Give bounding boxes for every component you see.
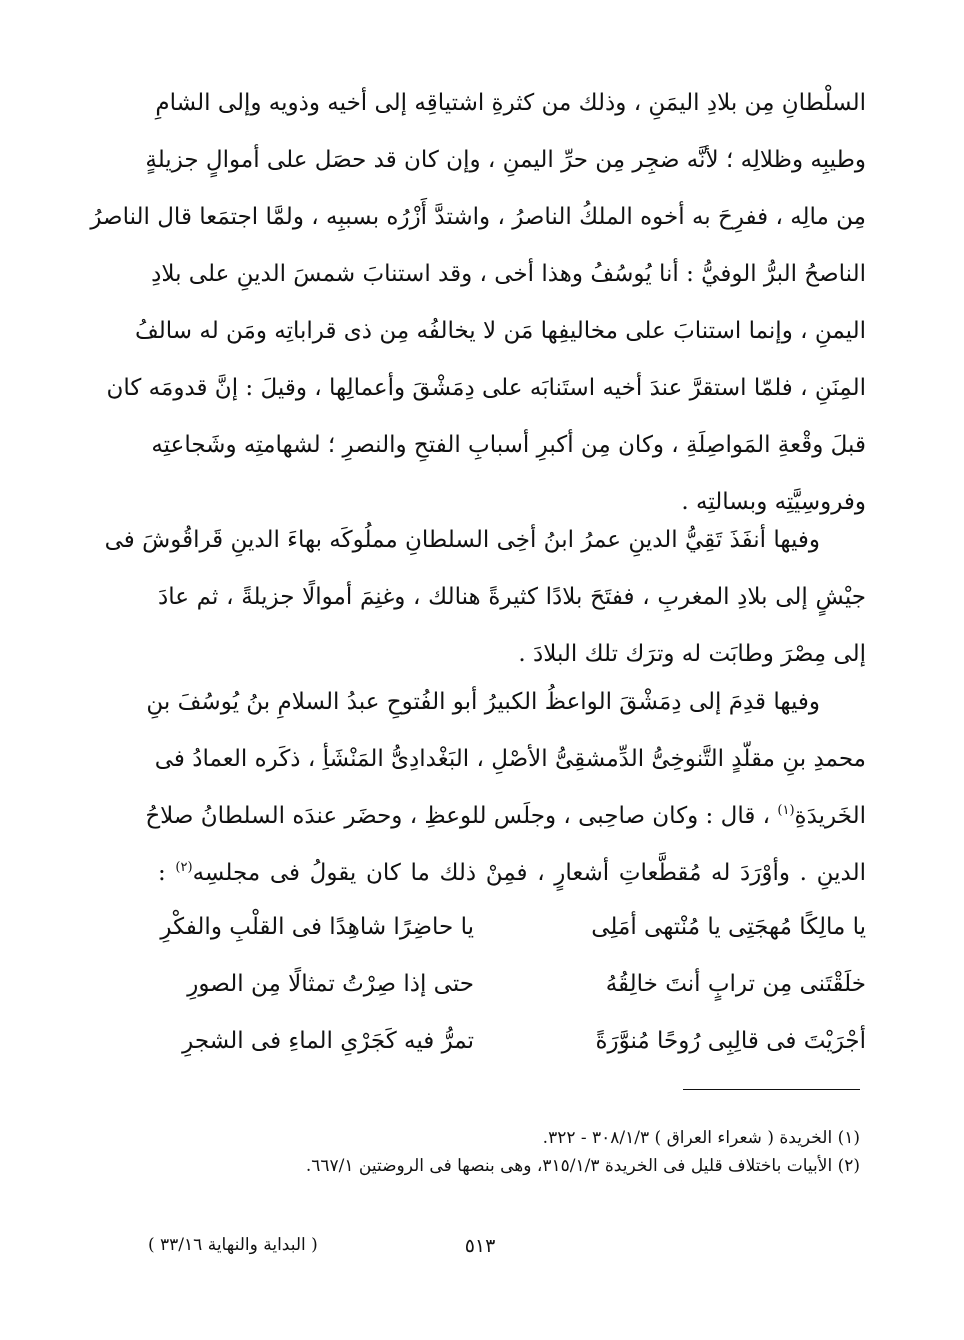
text-segment: ، قال : وكان صاحِبى ، وجلَس للوعظِ ، وحضَر عندَه السلطانُ صلاحُ [145,803,771,829]
text-line: محمدِ بنِ مقلّدٍ التَّنوخِىُّ الدِّمشقِىُّ الأصْلِ ، البَغْدادِىُّ المَنْشَأِ ، ذكَره العمادُ فى [154,746,866,772]
text-line: الناصحُ البرُّ الوفيُّ : أنا يُوسُفُ وهذا أخى ، وقد استنابَ شمسَ الدينِ على بلادِ [151,261,866,287]
text-line: جيْشٍ إلى بلادِ المغربِ ، ففتَحَ بلادًا كثيرةً هنالك ، وغنِمَ أموالًا جزيلةً ، ثم عادَ [158,584,866,610]
footnote-separator [683,1089,860,1090]
footnote: (١) الخريدة ( شعراء العراق ) ٣٠٨/١/٣ - ٣٢٢. [542,1128,860,1148]
verse-first-hemistich: يا مالِكًا مُهجَتِى يا مُنْتهى أمَلِى [591,914,866,940]
text-line: وفيها أنفَذَ تَقِيُّ الدينِ عمرُ ابنُ أخِى السلطانِ مملُوكَه بهاءَ الدينِ قَراقُوشَ فى [104,527,820,553]
footnote-ref-1: (١) [777,803,795,818]
verse-second-hemistich: تمرُّ فيه كَجَرْىِ الماءِ فى الشجرِ [182,1028,474,1054]
book-title-kharida: الخَريدَةِ [794,803,866,829]
verse-second-hemistich: حتى إذا صِرْتُ تمثالًا مِن الصورِ [187,971,474,997]
footnote-ref-2: (٢) [175,860,193,875]
verse-line [158,898,866,956]
footnote: (٢) الأبيات باختلاف قليل فى الخريدة ٣١٥/١/٣، وهى بنصها فى الروضتين ٦٦٧/١. [305,1156,860,1176]
text-line: السلْطانِ مِن بلادِ اليمَنِ ، وذلك من كثرةِ اشتياقِه إلى أخيه وذويه وإلى الشامِ [155,90,866,116]
verse-first-hemistich: خلَقْتَنى مِن ترابٍ أنتَ خالِقُهُ [605,971,866,997]
text-line: قبلَ وقْعةِ المَواصِلَةِ ، وكان مِن أكبرِ أسبابِ الفتحِ والنصرِ ؛ لشهامتِه وشَجاعتِه [151,432,866,458]
paragraph-3 [145,674,867,902]
main-text [90,75,866,531]
text-line: وطيبِه وظلالِه ؛ لأنَّه ضجِر مِن حرِّ اليمنِ ، وإن كان قد حصَل على أموالٍ جزيلةٍ [145,147,866,173]
verse-second-hemistich: يا حاضِرًا شاهِدًا فى القلْبِ والفكْرِ [160,914,474,940]
text-line: إلى مِصْرَ وطابَت له وترَك تلك البلادَ . [518,641,866,667]
verse-line [158,955,866,1013]
text-line: مِن مالِه ، ففرِحَ به أخوه الملكُ الناصرُ ، واشتدَّ أَزْرُه بسببِه ، ولمَّا اجتمَعا قال الناصرُ [90,204,866,230]
running-footer: ( البداية والنهاية ٣٣/١٦ ) [148,1235,318,1255]
colon: : [158,860,166,886]
text-line-with-note [158,845,866,902]
text-line: وفيها قدِمَ إلى دِمَشْقَ الواعظُ الكبيرُ أبو الفُتوحِ عبدُ السلامِ بنُ يُوسُفَ بنِ [146,689,820,715]
verse-first-hemistich: أجْرَيْتَ فى قالِبِى رُوحًا مُنوَّرَةً [595,1028,866,1054]
verse-line [158,1012,866,1070]
text-line: المِنَنِ ، فلمّا استقرَّ عندَ أخيه استَنابَه على دِمَشْقَ وأعمالِها ، وقيلَ : إنَّ قدومَه كان [106,375,866,401]
text-segment: الدينِ . وأوْرَدَ له مُقطَّعاتِ أشعارٍ ، فمِنْ ذلك ما كان يقولُ فى مجلسِه [192,860,867,886]
page-number: ٥١٣ [464,1235,496,1257]
text-line: اليمنِ ، وإنما استنابَ على مخاليفِها مَن لا يخالفُه مِن ذى قراباتِه ومَن له سالفُ [134,318,866,344]
paragraph-2 [104,512,866,683]
text-line-with-note [145,788,866,845]
text-line: وفروسِيَّتِه وبسالتِه . [681,489,866,515]
